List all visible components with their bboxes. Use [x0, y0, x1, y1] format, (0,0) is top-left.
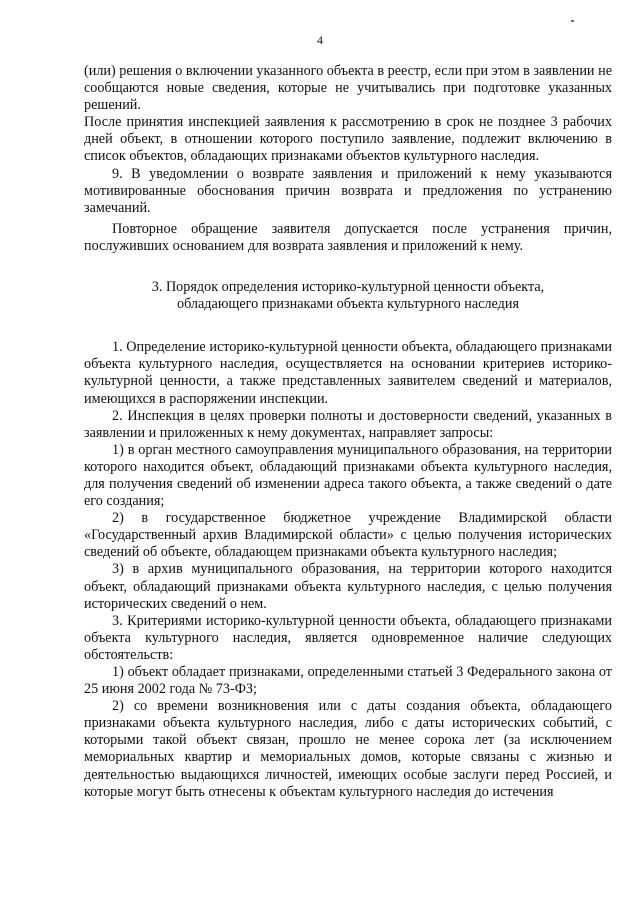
page-number: 4: [317, 33, 323, 47]
section-heading-line-2: обладающего признаками объекта культурного наследия: [176, 296, 520, 313]
paragraph: После принятия инспекцией заявления к рассмотрению в срок не позднее 3 рабочих дней объект, в отношении которого поступило заявление, подлежит включению в список объектов, обладающих признаками объектов культурного наследия.: [84, 114, 612, 165]
paragraph: 3) в архив муниципального образования, на территории которого находится объект, обладающий признаками объекта культурного наследия, с целью получения исторических сведений о нем.: [84, 561, 612, 612]
scan-speck: [571, 20, 574, 22]
paragraph: 2) со времени возникновения или с даты создания объекта, обладающего признаками объекта культурного наследия, либо с даты исторических событий, с которыми такой объект связан, прошло не менее сорока лет (за исключением мемориальных квартир и мемориальных домов, которые связаны с жизнью и деятельностью выдающихся личностей, имеющих особые заслуги перед Россией, и которые могут быть отнесены к объектам культурного наследия до истечения: [84, 698, 612, 800]
paragraph: 9. В уведомлении о возврате заявления и приложений к нему указываются мотивированные обоснования причин возврата и предложения по устранению замечаний.: [84, 165, 612, 216]
section-heading-line-1: 3. Порядок определения историко-культурной ценности объекта,: [151, 279, 545, 296]
paragraph: 3. Критериями историко-культурной ценности объекта, обладающего признаками объекта культурного наследия, является одновременное наличие следующих обстоятельств:: [84, 612, 612, 663]
paragraph: 2) в государственное бюджетное учреждение Владимирской области «Государственный архив Владимирской области» с целью получения исторических сведений об объекте, обладающем признаками объекта культурного наследия;: [84, 510, 612, 561]
paragraph: (или) решения о включении указанного объекта в реестр, если при этом в заявлении не сообщаются новые сведения, которые не учитывались при подготовке указанных решений.: [84, 63, 612, 114]
paragraph: 1. Определение историко-культурной ценности объекта, обладающего признаками объекта культурного наследия, осуществляется на основании критериев историко-культурной ценности, а также представленных заявителем сведений и материалов, имеющихся в распоряжении инспекции.: [84, 339, 612, 407]
section-heading: [84, 279, 612, 313]
paragraph: 2. Инспекция в целях проверки полноты и достоверности сведений, указанных в заявлении и приложенных к нему документах, направляет запросы:: [84, 407, 612, 441]
paragraph: 1) в орган местного самоуправления муниципального образования, на территории которого находится объект, обладающий признаками объекта культурного наследия, для получения сведений об изменении адреса такого объекта, а также сведений о дате его создания;: [84, 441, 612, 510]
paragraph: 1) объект обладает признаками, определенными статьей 3 Федерального закона от 25 июня 2002 года № 73-ФЗ;: [84, 664, 612, 698]
body-text: [84, 63, 612, 801]
paragraph: Повторное обращение заявителя допускается после устранения причин, послуживших основанием для возврата заявления и приложений к нему.: [84, 220, 612, 254]
